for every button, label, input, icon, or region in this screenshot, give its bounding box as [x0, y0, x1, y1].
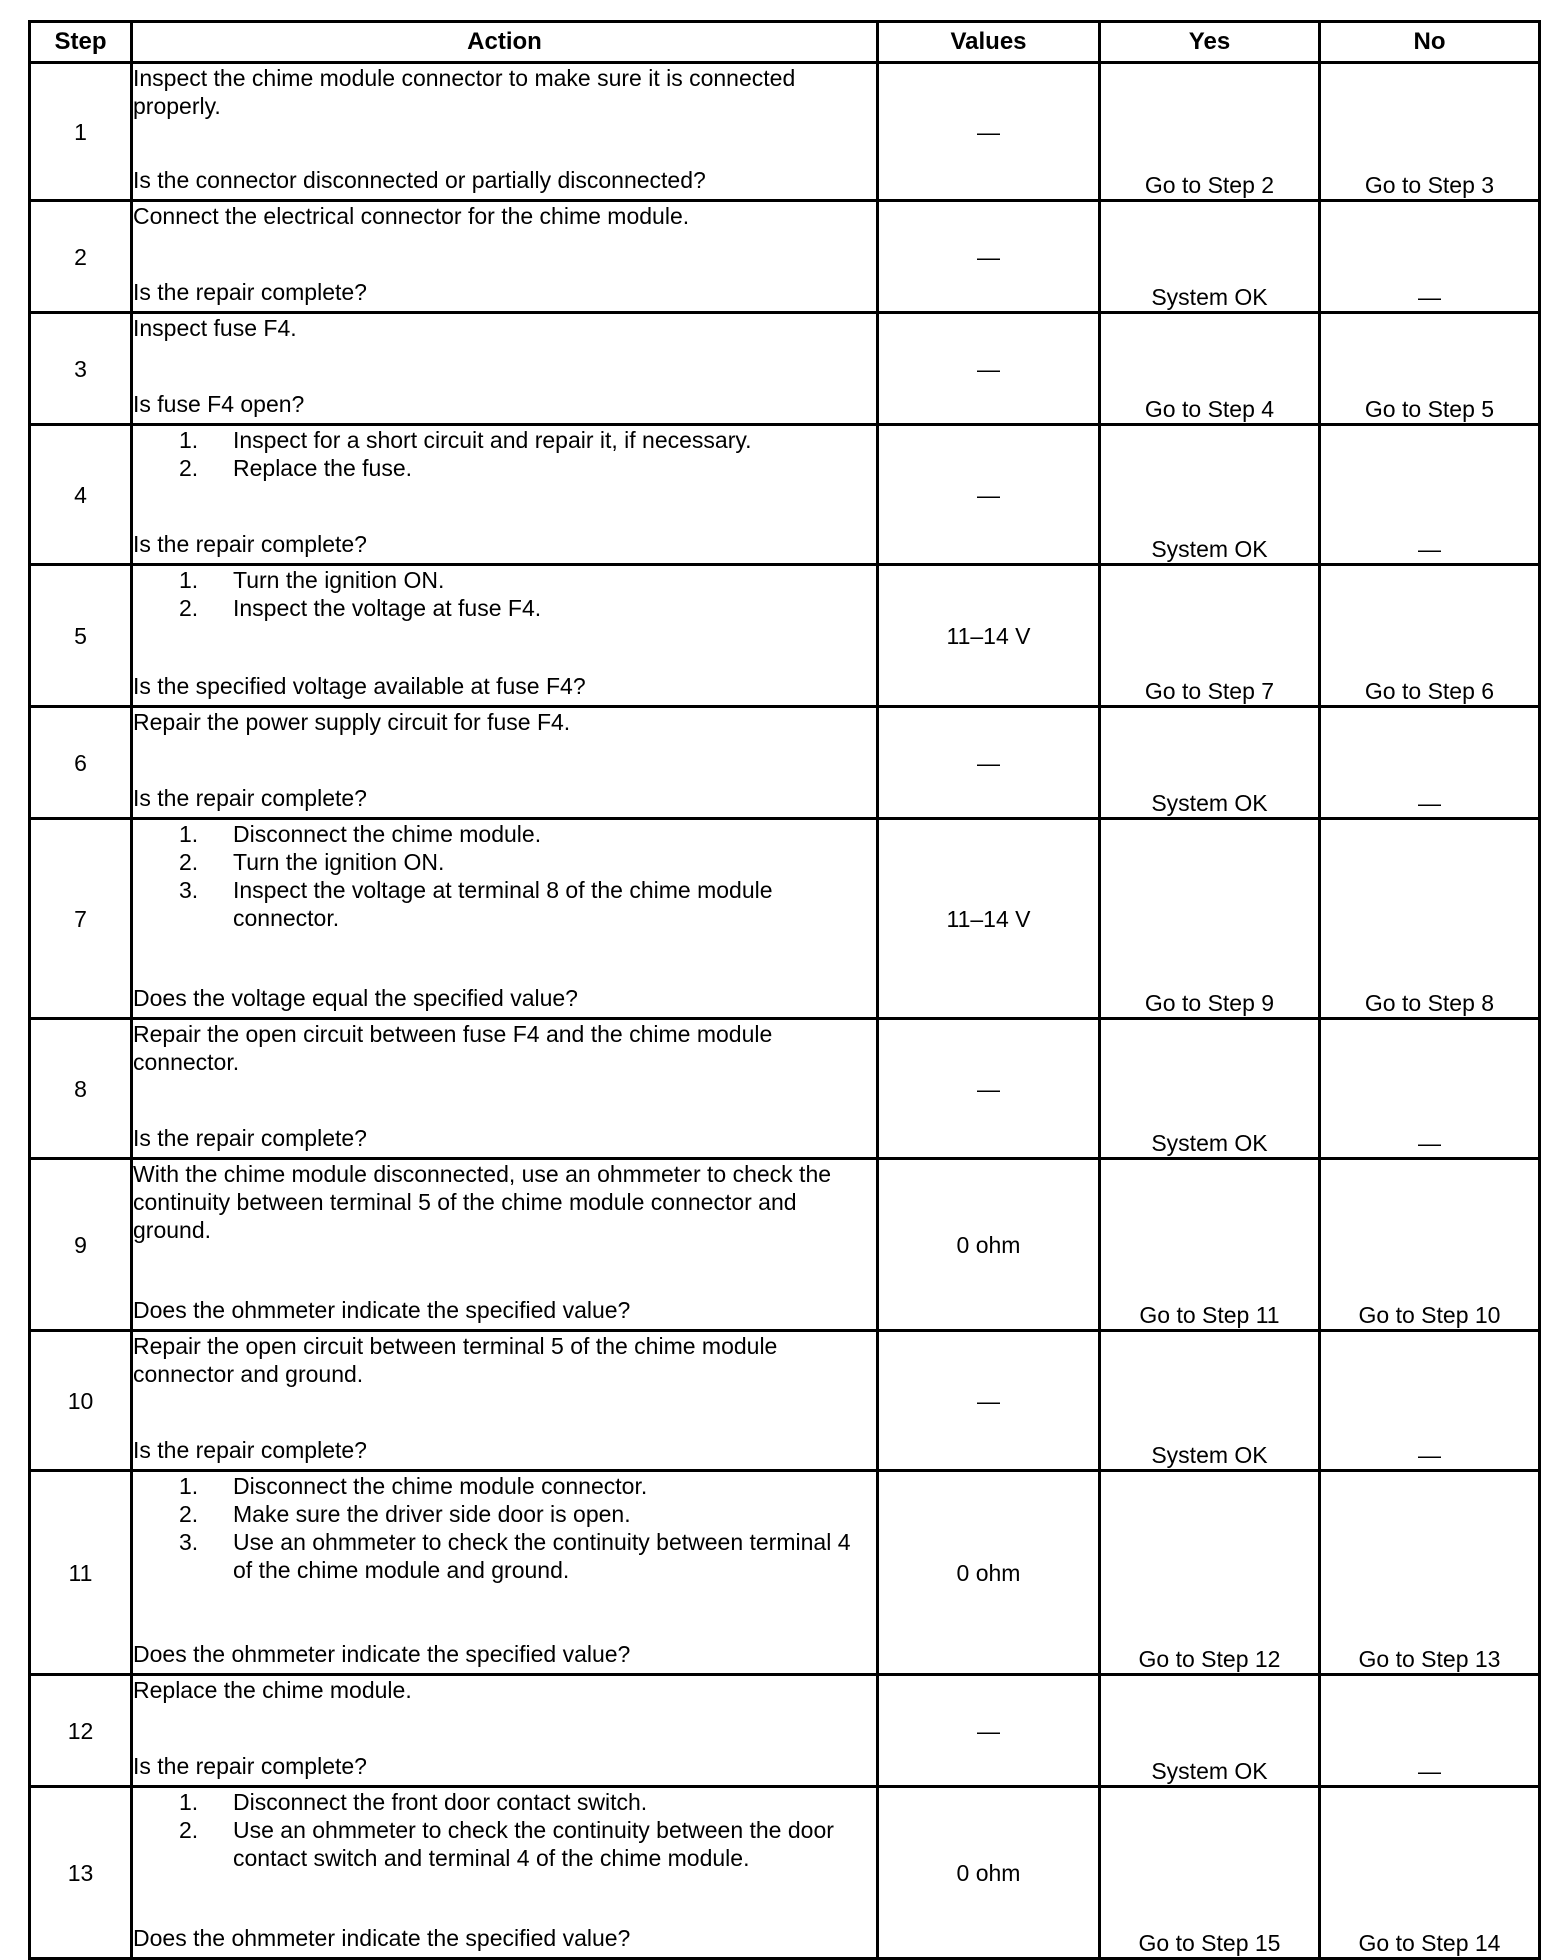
step-number: 5	[30, 565, 132, 707]
no-result: Go to Step 13	[1320, 1471, 1540, 1675]
table-row	[30, 1331, 1540, 1471]
action-cell	[132, 425, 878, 565]
substep-text: Use an ohmmeter to check the continuity between terminal 4 of the chime module and ground.	[233, 1529, 851, 1583]
action-instructions	[133, 1020, 876, 1076]
substep-number: 3.	[179, 877, 199, 903]
action-content	[133, 1332, 876, 1464]
table-row	[30, 819, 1540, 1019]
action-content	[133, 1676, 876, 1780]
action-cell	[132, 565, 878, 707]
yes-result: Go to Step 15	[1100, 1787, 1320, 1959]
step-number: 12	[30, 1675, 132, 1787]
yes-result: Go to Step 9	[1100, 819, 1320, 1019]
value-cell: 11–14 V	[878, 565, 1100, 707]
action-content	[133, 1160, 876, 1324]
action-substeps-list	[133, 1472, 876, 1584]
step-number: 2	[30, 201, 132, 313]
substep-text: Make sure the driver side door is open.	[233, 1501, 631, 1527]
table-row	[30, 1159, 1540, 1331]
step-number: 6	[30, 707, 132, 819]
substep-text: Use an ohmmeter to check the continuity between the door contact switch and terminal 4 of the chime module.	[233, 1817, 834, 1871]
substep-number: 2.	[179, 1817, 199, 1843]
no-result: Go to Step 3	[1320, 63, 1540, 201]
action-question: Is the repair complete?	[133, 279, 367, 305]
substep-text: Disconnect the chime module.	[233, 821, 542, 847]
action-instructions	[133, 426, 876, 482]
action-content	[133, 64, 876, 194]
list-item	[133, 820, 876, 848]
no-result: Go to Step 6	[1320, 565, 1540, 707]
table-header	[30, 22, 1540, 63]
list-item	[133, 1528, 876, 1584]
action-question: Is fuse F4 open?	[133, 391, 305, 417]
list-item	[133, 566, 876, 594]
no-result: Go to Step 5	[1320, 313, 1540, 425]
step-number: 9	[30, 1159, 132, 1331]
step-number: 8	[30, 1019, 132, 1159]
action-cell	[132, 1471, 878, 1675]
action-text: Connect the electrical connector for the chime module.	[133, 203, 690, 229]
action-cell	[132, 1019, 878, 1159]
list-item	[133, 426, 876, 454]
value-cell: 0 ohm	[878, 1471, 1100, 1675]
no-result: —	[1320, 201, 1540, 313]
step-number: 10	[30, 1331, 132, 1471]
value-cell: —	[878, 1019, 1100, 1159]
step-number: 13	[30, 1787, 132, 1959]
table-row	[30, 1675, 1540, 1787]
table-row	[30, 63, 1540, 201]
yes-result: Go to Step 11	[1100, 1159, 1320, 1331]
substep-number: 3.	[179, 1529, 199, 1555]
action-cell	[132, 63, 878, 201]
diagnostic-table-container	[28, 20, 1538, 1960]
action-question: Is the repair complete?	[133, 785, 367, 811]
substep-text: Turn the ignition ON.	[233, 849, 445, 875]
action-content	[133, 708, 876, 812]
action-cell	[132, 201, 878, 313]
yes-result: System OK	[1100, 425, 1320, 565]
no-result: —	[1320, 425, 1540, 565]
substep-text: Inspect the voltage at fuse F4.	[233, 595, 542, 621]
action-question: Is the repair complete?	[133, 1125, 367, 1151]
table-row	[30, 565, 1540, 707]
value-cell: —	[878, 425, 1100, 565]
no-result: Go to Step 10	[1320, 1159, 1540, 1331]
action-cell	[132, 1331, 878, 1471]
substep-text: Disconnect the chime module connector.	[233, 1473, 648, 1499]
action-text: Inspect the chime module connector to make sure it is connected properly.	[133, 65, 796, 119]
substep-text: Disconnect the front door contact switch.	[233, 1789, 648, 1815]
yes-result: System OK	[1100, 1331, 1320, 1471]
value-cell: —	[878, 63, 1100, 201]
yes-result: Go to Step 12	[1100, 1471, 1320, 1675]
action-text: Repair the open circuit between terminal 5 of the chime module connector and ground.	[133, 1333, 778, 1387]
action-instructions	[133, 566, 876, 622]
yes-result: System OK	[1100, 201, 1320, 313]
action-instructions	[133, 1788, 876, 1872]
yes-result: Go to Step 4	[1100, 313, 1320, 425]
action-content	[133, 314, 876, 418]
no-result: Go to Step 14	[1320, 1787, 1540, 1959]
action-text: Inspect fuse F4.	[133, 315, 297, 341]
list-item	[133, 1816, 876, 1872]
action-substeps-list	[133, 1788, 876, 1872]
column-header-values: Values	[878, 22, 1100, 63]
value-cell: —	[878, 707, 1100, 819]
action-cell	[132, 313, 878, 425]
table-body	[30, 63, 1540, 1959]
action-question: Is the repair complete?	[133, 1437, 367, 1463]
table-row	[30, 425, 1540, 565]
action-instructions	[133, 1160, 876, 1244]
substep-number: 2.	[179, 1501, 199, 1527]
action-cell	[132, 1787, 878, 1959]
table-row	[30, 707, 1540, 819]
list-item	[133, 848, 876, 876]
action-substeps-list	[133, 426, 876, 482]
column-header-step: Step	[30, 22, 132, 63]
no-result: Go to Step 8	[1320, 819, 1540, 1019]
substep-text: Replace the fuse.	[233, 455, 413, 481]
substep-number: 1.	[179, 427, 199, 453]
action-instructions	[133, 202, 876, 230]
step-number: 1	[30, 63, 132, 201]
yes-result: System OK	[1100, 707, 1320, 819]
action-instructions	[133, 1676, 876, 1704]
no-result: —	[1320, 707, 1540, 819]
action-text: Repair the power supply circuit for fuse F4.	[133, 709, 571, 735]
action-question: Does the voltage equal the specified value?	[133, 985, 578, 1011]
table-row	[30, 1787, 1540, 1959]
value-cell: —	[878, 201, 1100, 313]
substep-number: 2.	[179, 455, 199, 481]
list-item	[133, 454, 876, 482]
value-cell: 0 ohm	[878, 1159, 1100, 1331]
substep-number: 1.	[179, 1789, 199, 1815]
action-instructions	[133, 708, 876, 736]
action-cell	[132, 819, 878, 1019]
diagnostic-table	[28, 20, 1541, 1960]
substep-number: 1.	[179, 1473, 199, 1499]
action-content	[133, 566, 876, 700]
substep-number: 2.	[179, 595, 199, 621]
action-question: Is the connector disconnected or partially disconnected?	[133, 167, 706, 193]
substep-text: Turn the ignition ON.	[233, 567, 445, 593]
action-question: Is the specified voltage available at fuse F4?	[133, 673, 586, 699]
table-row	[30, 313, 1540, 425]
value-cell: 11–14 V	[878, 819, 1100, 1019]
substep-number: 2.	[179, 849, 199, 875]
no-result: —	[1320, 1675, 1540, 1787]
yes-result: Go to Step 7	[1100, 565, 1320, 707]
action-text: Replace the chime module.	[133, 1677, 412, 1703]
yes-result: System OK	[1100, 1019, 1320, 1159]
action-cell	[132, 707, 878, 819]
step-number: 11	[30, 1471, 132, 1675]
column-header-action: Action	[132, 22, 878, 63]
substep-number: 1.	[179, 821, 199, 847]
substep-text: Inspect the voltage at terminal 8 of the chime module connector.	[233, 877, 773, 931]
action-instructions	[133, 1472, 876, 1584]
table-row	[30, 1019, 1540, 1159]
action-content	[133, 426, 876, 558]
column-header-yes: Yes	[1100, 22, 1320, 63]
value-cell: —	[878, 313, 1100, 425]
action-question: Does the ohmmeter indicate the specified value?	[133, 1641, 631, 1667]
table-row	[30, 1471, 1540, 1675]
step-number: 3	[30, 313, 132, 425]
no-result: —	[1320, 1331, 1540, 1471]
action-content	[133, 820, 876, 1012]
action-text: Repair the open circuit between fuse F4 and the chime module connector.	[133, 1021, 773, 1075]
value-cell: —	[878, 1675, 1100, 1787]
action-instructions	[133, 1332, 876, 1388]
action-cell	[132, 1675, 878, 1787]
list-item	[133, 594, 876, 622]
list-item	[133, 1788, 876, 1816]
action-substeps-list	[133, 566, 876, 622]
column-header-no: No	[1320, 22, 1540, 63]
action-content	[133, 1472, 876, 1668]
step-number: 4	[30, 425, 132, 565]
list-item	[133, 1500, 876, 1528]
list-item	[133, 876, 876, 932]
action-question: Does the ohmmeter indicate the specified value?	[133, 1925, 631, 1951]
value-cell: 0 ohm	[878, 1787, 1100, 1959]
action-content	[133, 202, 876, 306]
action-instructions	[133, 314, 876, 342]
header-row	[30, 22, 1540, 63]
action-substeps-list	[133, 820, 876, 932]
action-question: Does the ohmmeter indicate the specified value?	[133, 1297, 631, 1323]
substep-number: 1.	[179, 567, 199, 593]
value-cell: —	[878, 1331, 1100, 1471]
action-question: Is the repair complete?	[133, 531, 367, 557]
action-content	[133, 1020, 876, 1152]
action-text: With the chime module disconnected, use an ohmmeter to check the continuity between terminal 5 of the chime module connector and ground.	[133, 1161, 832, 1243]
table-row	[30, 201, 1540, 313]
no-result: —	[1320, 1019, 1540, 1159]
action-instructions	[133, 64, 876, 120]
substep-text: Inspect for a short circuit and repair it, if necessary.	[233, 427, 752, 453]
step-number: 7	[30, 819, 132, 1019]
yes-result: System OK	[1100, 1675, 1320, 1787]
action-question: Is the repair complete?	[133, 1753, 367, 1779]
action-instructions	[133, 820, 876, 932]
yes-result: Go to Step 2	[1100, 63, 1320, 201]
action-content	[133, 1788, 876, 1952]
action-cell	[132, 1159, 878, 1331]
list-item	[133, 1472, 876, 1500]
